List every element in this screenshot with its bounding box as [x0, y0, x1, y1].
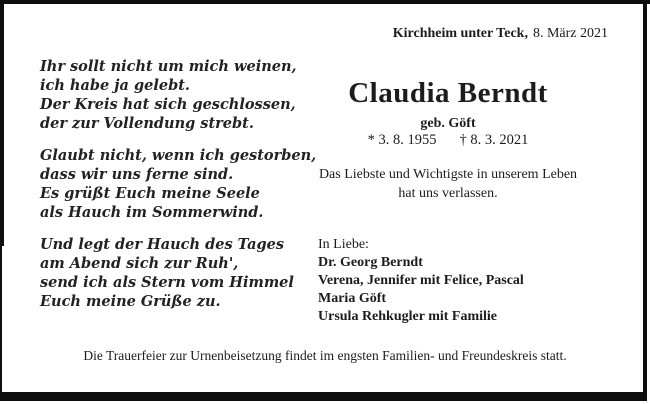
poem-line: der zur Vollendung strebt. — [40, 115, 254, 132]
funeral-notice: Die Trauerfeier zur Urnenbeisetzung findet im engsten Familien- und Freundeskreis statt. — [83, 348, 567, 363]
dateline-date: 8. März 2021 — [532, 26, 608, 41]
frame-border-left-upper — [0, 0, 4, 246]
dateline — [393, 26, 608, 42]
poem-line: Und legt der Hauch des Tages — [40, 236, 285, 253]
poem-stanza-2 — [40, 146, 316, 222]
deceased-name: Claudia Berndt — [348, 77, 548, 109]
life-dates — [300, 132, 596, 149]
mourner-name: Dr. Georg Berndt — [318, 255, 423, 270]
birth-date: * 3. 8. 1955 — [367, 132, 437, 148]
frame-border-top — [0, 0, 650, 4]
memorial-poem — [40, 57, 316, 311]
poem-line: dass wir uns ferne sind. — [40, 166, 234, 183]
frame-border-bottom — [0, 392, 647, 401]
poem-line: Der Kreis hat sich geschlossen, — [40, 96, 296, 113]
mourner-name: Verena, Jennifer mit Felice, Pascal — [318, 273, 524, 288]
death-date: † 8. 3. 2021 — [459, 132, 529, 148]
poem-stanza-1 — [40, 57, 316, 133]
poem-line: send ich als Stern vom Himmel — [40, 274, 294, 291]
mourners-intro: In Liebe: — [318, 237, 369, 252]
poem-line: Euch meine Grüße zu. — [40, 293, 221, 310]
poem-stanza-3 — [40, 235, 316, 311]
mourners-names — [318, 254, 524, 326]
mourner-name: Maria Göft — [318, 291, 387, 306]
dateline-place: Kirchheim unter Teck, — [392, 26, 528, 41]
frame-border-left-lower — [0, 246, 2, 396]
poem-line: ich habe ja gelebt. — [40, 77, 190, 94]
mourners-block — [318, 236, 524, 326]
farewell-message — [300, 165, 596, 203]
poem-line: am Abend sich zur Ruh', — [40, 255, 239, 272]
poem-line: Glaubt nicht, wenn ich gestorben, — [40, 147, 317, 164]
farewell-message-line: Das Liebste und Wichtigste in unserem Leben — [318, 167, 578, 182]
farewell-message-line: hat uns verlassen. — [398, 186, 498, 201]
poem-line: Es grüßt Euch meine Seele — [40, 185, 260, 202]
poem-line: Ihr sollt nicht um mich weinen, — [40, 58, 297, 75]
mourner-name: Ursula Rehkugler mit Familie — [318, 309, 498, 324]
frame-border-right — [643, 0, 647, 400]
deceased-birth-name: geb. Göft — [420, 116, 476, 131]
poem-line: als Hauch im Sommerwind. — [40, 204, 264, 221]
